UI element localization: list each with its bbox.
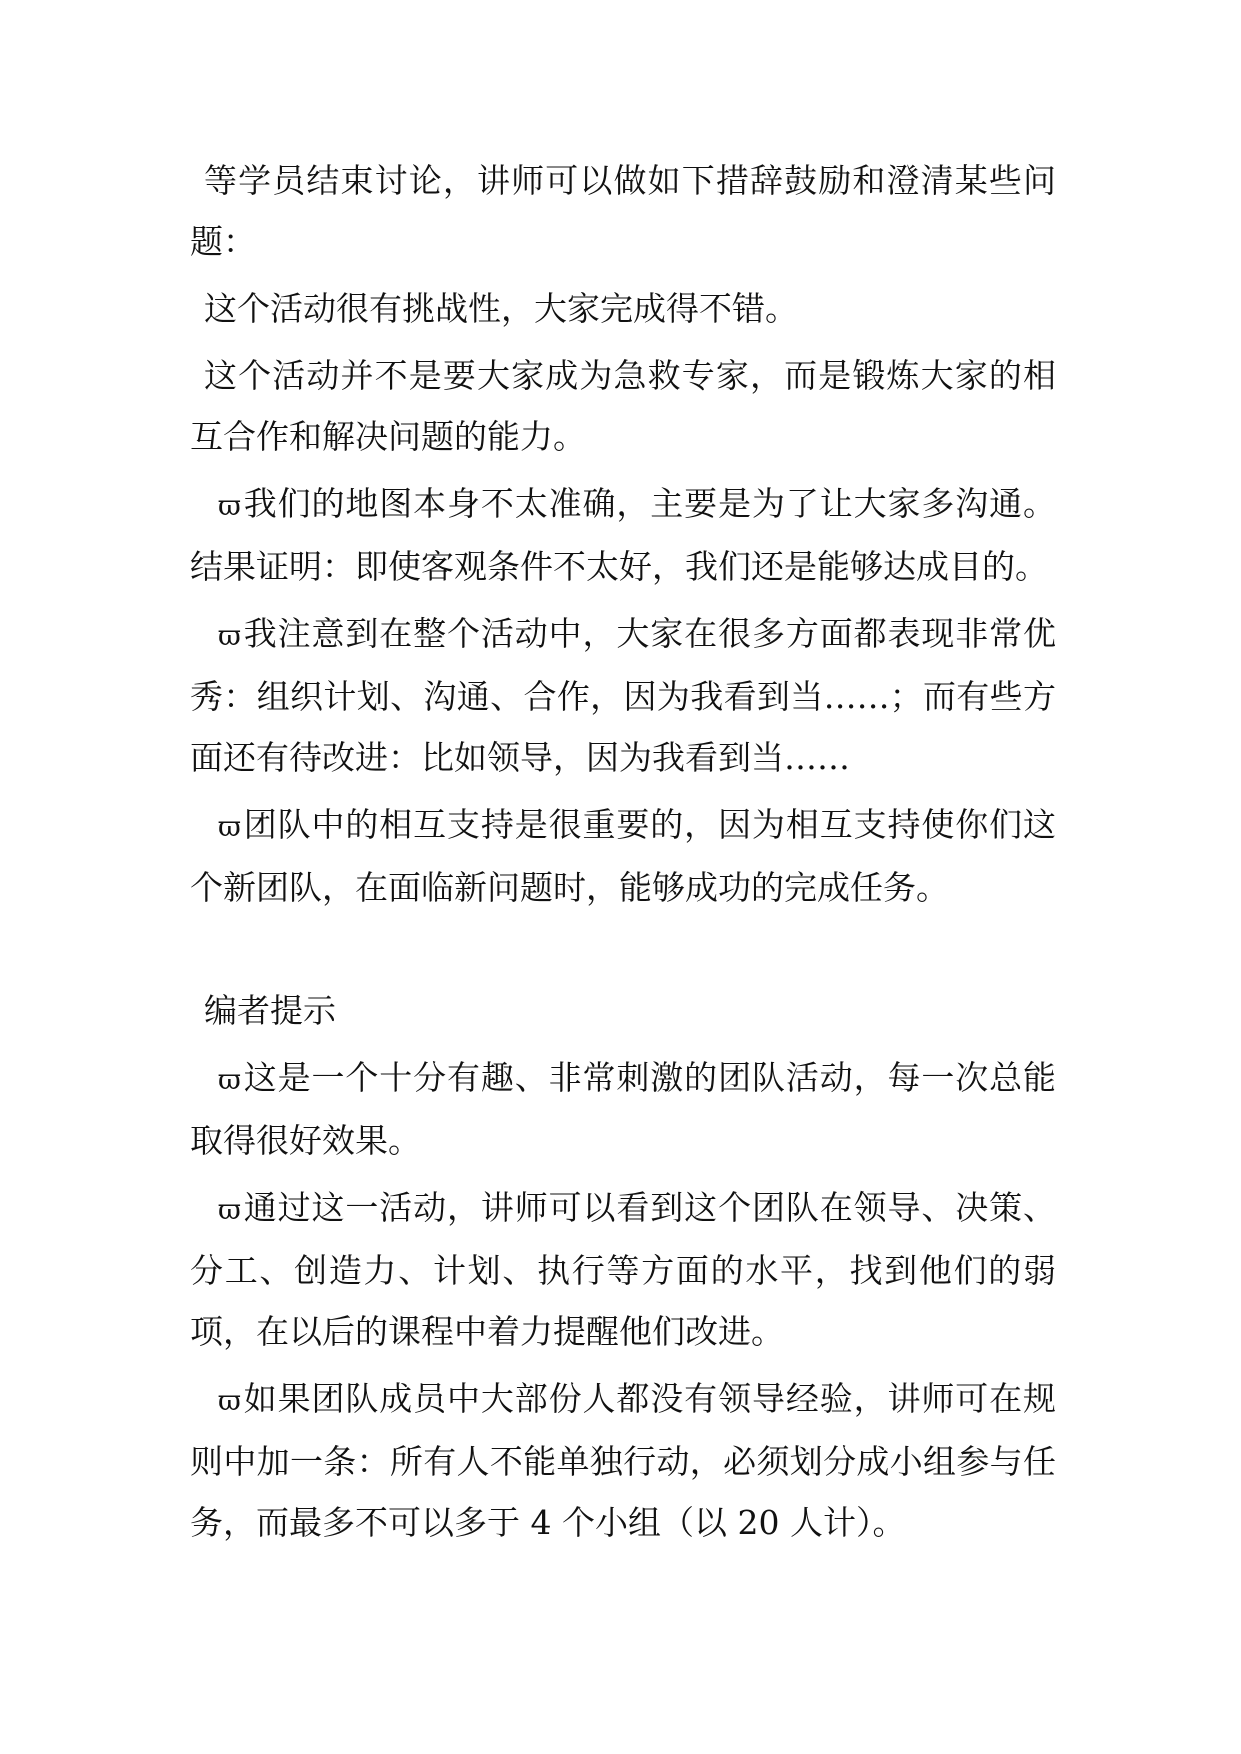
paragraph-observations [190, 603, 1056, 788]
paragraph-text: 这个活动很有挑战性，大家完成得不错。 [204, 289, 798, 328]
paragraph-text: 我们的地图本身不太准确，主要是为了让大家多沟通。结果证明：即使客观条件不太好，我们还是能够达成目的。 [190, 484, 1056, 586]
paragraph-text: 团队中的相互支持是很重要的，因为相互支持使你们这个新团队，在面临新问题时，能够成功的完成任务。 [190, 805, 1056, 907]
editor-heading: 编者提示 [204, 991, 336, 1030]
editor-note-fun [190, 1047, 1056, 1171]
paragraph-text: 这是一个十分有趣、非常刺激的团队活动，每一次总能取得很好效果。 [190, 1058, 1056, 1160]
paragraph-challenge [190, 278, 1056, 339]
paragraph-text: 我注意到在整个活动中，大家在很多方面都表现非常优秀：组织计划、沟通、合作，因为我看到当……；而有些方面还有待改进：比如领导，因为我看到当…… [190, 614, 1056, 777]
paragraph-text: 这个活动并不是要大家成为急救专家，而是锻炼大家的相互合作和解决问题的能力。 [190, 356, 1056, 456]
paragraph-not-experts [190, 345, 1056, 467]
bullet-icon: ϖ [218, 1063, 241, 1096]
paragraph-intro [190, 150, 1056, 272]
paragraph-text: 如果团队成员中大部份人都没有领导经验，讲师可在规则中加一条：所有人不能单独行动，必须划分成小组参与任务，而最多不可以多于 4 个小组（以 20 人计）。 [190, 1379, 1056, 1542]
paragraph-map [190, 473, 1056, 597]
bullet-icon: ϖ [218, 489, 241, 522]
bullet-icon: ϖ [218, 1384, 241, 1417]
bullet-icon: ϖ [218, 810, 241, 843]
bullet-icon: ϖ [218, 619, 241, 652]
editor-note-observe [190, 1177, 1056, 1362]
paragraph-text: 等学员结束讨论，讲师可以做如下措辞鼓励和澄清某些问题： [190, 161, 1056, 261]
editor-note-rule [190, 1368, 1056, 1553]
paragraph-text: 通过这一活动，讲师可以看到这个团队在领导、决策、分工、创造力、计划、执行等方面的水平，找到他们的弱项，在以后的课程中着力提醒他们改进。 [190, 1188, 1056, 1351]
document-page [190, 150, 1056, 1559]
paragraph-support [190, 794, 1056, 918]
bullet-icon: ϖ [218, 1193, 241, 1226]
